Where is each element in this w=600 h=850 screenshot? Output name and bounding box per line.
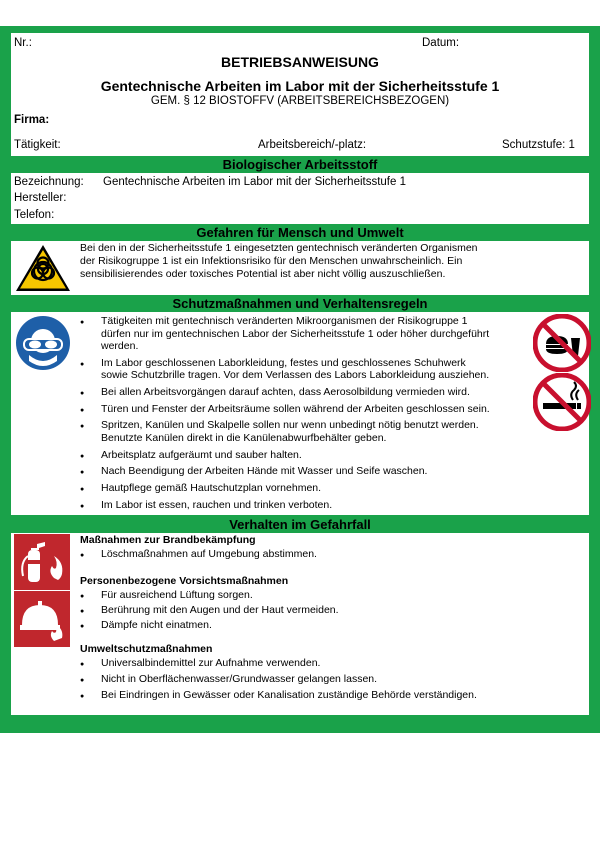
eye-protection-icon [15, 315, 71, 371]
gefahren-line-3: sensibilisierendes oder toxisches Potential ist aber nicht völlig auszuschließen. [80, 268, 446, 280]
schutz-item-text: sowie Schutzbrille tragen. Vor dem Verlassen des Labors Laborkleidung ausziehen. [101, 369, 490, 382]
bullet-icon: ● [80, 552, 85, 559]
bullet-icon: ● [80, 677, 85, 684]
gefahren-line-2: der Risikogruppe 1 ist ein Infektionsrisiko für den Menschen unwahrscheinlich. Ein [80, 255, 463, 267]
bezeichnung-label: Bezeichnung: [14, 176, 84, 188]
no-smoking-icon [533, 373, 591, 431]
umwelt-item-text: Bei Eindringen in Gewässer oder Kanalisation zuständige Behörde verständigen. [101, 689, 477, 701]
bullet-icon: ● [80, 319, 85, 326]
bullet-icon: ● [80, 360, 85, 368]
bezeichnung-value: Gentechnische Arbeiten im Labor mit der Sicherheitsstufe 1 [103, 176, 406, 188]
section-heading-gefahren: Gefahren für Mensch und Umwelt [196, 225, 404, 240]
schutz-item-text: Arbeitsplatz aufgeräumt und sauber halten. [101, 448, 302, 461]
bullet-icon: ● [80, 661, 85, 668]
schutz-item-text: Hautpflege gemäß Hautschutzplan vornehmen. [101, 481, 322, 494]
document-subsubtitle: GEM. § 12 BIOSTOFFV (ARBEITSBEREICHSBEZOGEN) [150, 95, 450, 107]
document-subtitle: Gentechnische Arbeiten im Labor mit der Sicherheitsstufe 1 [100, 78, 500, 94]
biohazard-warning-icon [14, 243, 72, 293]
schutz-item-text: Türen und Fenster der Arbeitsräume sollen während der Arbeiten geschlossen sein. [101, 402, 490, 415]
section-heading-schutz: Schutzmaßnahmen und Verhaltensregeln [172, 296, 428, 311]
fire-extinguisher-icon [14, 534, 70, 590]
bullet-icon: ● [80, 469, 85, 477]
bullet-icon: ● [80, 406, 85, 414]
umwelt-heading: Umweltschutzmaßnahmen [80, 643, 213, 655]
person-item-text: Berührung mit den Augen und der Haut vermeiden. [101, 604, 339, 616]
bullet-icon: ● [80, 693, 85, 700]
schutz-item-text: Bei allen Arbeitsvorgängen darauf achten, dass Aerosolbildung vermieden wird. [101, 385, 470, 398]
document-title: BETRIEBSANWEISUNG [221, 54, 379, 70]
umwelt-item-text: Universalbindemittel zur Aufnahme verwenden. [101, 657, 321, 669]
no-food-drink-icon [533, 314, 591, 372]
datum-label: Datum: [422, 37, 460, 49]
brand-heading: Maßnahmen zur Brandbekämpfung [80, 534, 256, 546]
bullet-icon: ● [80, 423, 85, 431]
bullet-icon: ● [80, 452, 85, 460]
schutzstufe-label: Schutzstufe: 1 [502, 139, 575, 151]
telefon-label: Telefon: [14, 209, 55, 221]
arbeitsbereich-label: Arbeitsbereich/-platz: [258, 139, 367, 151]
nr-label: Nr.: [14, 37, 32, 49]
schutz-item-text: dürfen nur im gentechnischen Labor der Sicherheitsstufe 1 oder höher durchgeführt [101, 327, 490, 340]
bullet-icon: ● [80, 608, 85, 615]
schutz-item-text: Nach Beendigung der Arbeiten Hände mit Wasser und Seife waschen. [101, 465, 428, 478]
gefahren-line-1: Bei den in der Sicherheitsstufe 1 eingesetzten gentechnisch veränderten Organismen [80, 242, 478, 254]
bullet-icon: ● [80, 593, 85, 600]
brand-item-text: Löschmaßnahmen auf Umgebung abstimmen. [101, 548, 317, 560]
schutz-item-text: Tätigkeiten mit gentechnisch veränderten Mikroorganismen der Risikogruppe 1 [101, 315, 468, 327]
section-heading-gefahrfall: Verhalten im Gefahrfall [229, 517, 371, 532]
schutz-item-text: Im Labor geschlossenen Laborkleidung, festes und geschlossenes Schuhwerk [101, 356, 466, 369]
bullet-icon: ● [80, 623, 85, 630]
firma-label: Firma: [14, 114, 50, 126]
schutz-item-text: Spritzen, Kanülen und Skalpelle sollen nur wenn unbedingt nötig benutzt werden. [101, 419, 479, 432]
section-heading-stoff: Biologischer Arbeitsstoff [222, 157, 378, 172]
bullet-icon: ● [80, 485, 85, 493]
person-item-text: Für ausreichend Lüftung sorgen. [101, 589, 253, 601]
fire-blanket-icon [14, 591, 70, 647]
taetigkeit-label: Tätigkeit: [14, 139, 61, 151]
schutz-item-text: Im Labor ist essen, rauchen und trinken verboten. [101, 498, 333, 511]
person-item-text: Dämpfe nicht einatmen. [101, 619, 212, 631]
schutz-item-text: werden. [101, 340, 139, 352]
umwelt-item-text: Nicht in Oberflächenwasser/Grundwasser gelangen lassen. [101, 673, 378, 685]
bullet-icon: ● [80, 502, 85, 510]
hersteller-label: Hersteller: [14, 192, 67, 204]
bullet-icon: ● [80, 389, 85, 397]
person-heading: Personenbezogene Vorsichtsmaßnahmen [80, 575, 289, 587]
schutz-item-text: Benutzte Kanülen direkt in die Kanülenabwurfbehälter geben. [101, 431, 387, 444]
